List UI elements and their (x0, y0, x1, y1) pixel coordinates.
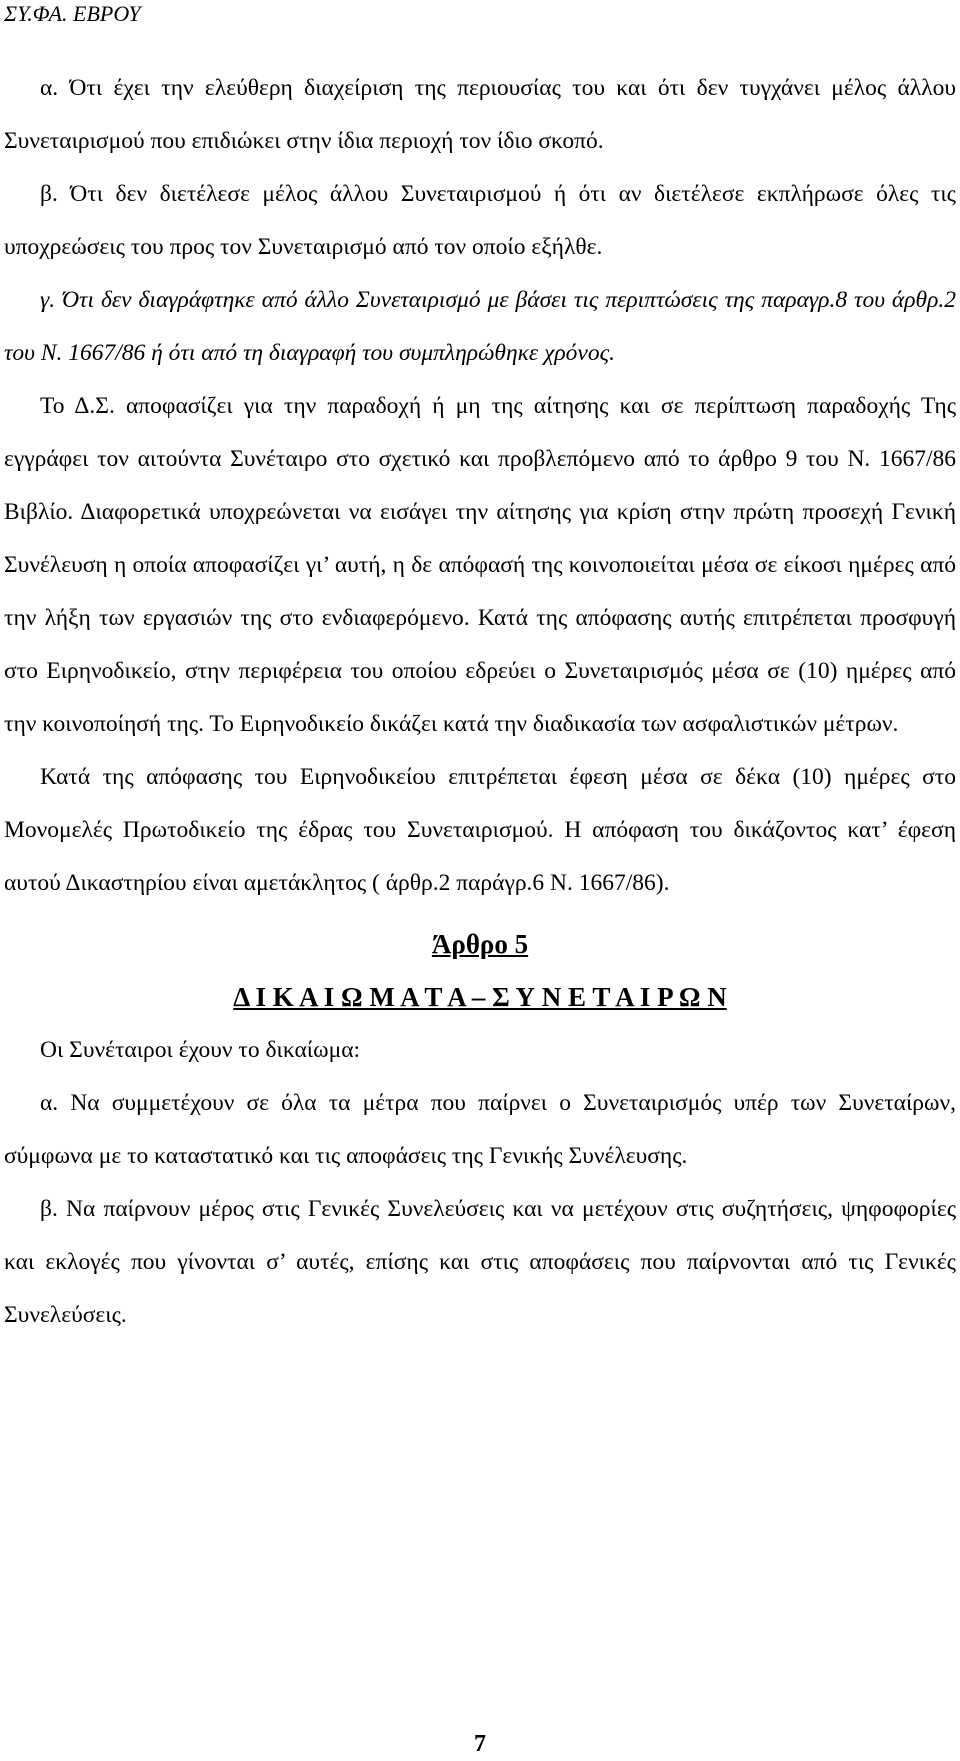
paragraph-appeal: Κατά της απόφασης του Ειρηνοδικείου επιτρέπεται έφεση μέσα σε δέκα (10) ημέρες στο Μονομελές Πρωτοδικείο της έδρας του Συνεταιρισμού. Η απόφαση του δικάζοντος κατ’ έφεση αυτού Δικαστηρίου είναι αμετάκλητος ( άρθρ.2 παράγρ.6 Ν. 1667/86). (4, 764, 956, 896)
paragraph-gamma: γ. Ότι δεν διαγράφτηκε από άλλο Συνεταιρισμό με βάσει τις περιπτώσεις της παραγρ.8 του άρθρ.2 του Ν. 1667/86 ή ότι από τη διαγραφή του συμπληρώθηκε χρόνος. (4, 287, 956, 366)
article-title-heading: Δ Ι Κ Α Ι Ω Μ Α Τ Α – Σ Υ Ν Ε Τ Α Ι Ρ Ω Ν (233, 982, 727, 1012)
paragraph-alpha: α. Ότι έχει την ελεύθερη διαχείριση της περιουσίας του και ότι δεν τυγχάνει μέλος άλλου Συνεταιρισμού που επιδιώκει στην ίδια περιοχή τον ίδιο σκοπό. (4, 75, 956, 154)
article-right-beta: β. Να παίρνουν μέρος στις Γενικές Συνελεύσεις και να μετέχουν στις συζητήσεις, ψηφοφορίες και εκλογές που γίνονται σ’ αυτές, επίσης και στις αποφάσεις που παίρνονται από τις Γενικές Συνελεύσεις. (4, 1196, 956, 1328)
paragraph-board-decision: Το Δ.Σ. αποφασίζει για την παραδοχή ή μη της αίτησης και σε περίπτωση παραδοχής Της εγγράφει τον αιτούντα Συνέταιρο στο σχετικό και προβλεπόμενο από το άρθρο 9 του Ν. 1667/86 Βιβλίο. Διαφορετικά υποχρεώνεται να εισάγει την αίτησης για κρίση στην πρώτη προσεχή Γενική Συνέλευση η οποία αποφασίζει γι’ αυτή, η δε απόφασή της κοινοποιείται μέσα σε είκοσι ημέρες από την λήξη των εργασιών της στο ενδιαφερόμενο. Κατά της απόφασης αυτής επιτρέπεται προσφυγή στο Ειρηνοδικείο, στην περιφέρεια του οποίου εδρεύει ο Συνεταιρισμός μέσα σε (10) ημέρες από την κοινοποίησή της. Το Ειρηνοδικείο δικάζει κατά την διαδικασία των ασφαλιστικών μέτρων. (4, 393, 956, 737)
page-header: ΣΥ.ΦΑ. ΕΒΡΟΥ (4, 1, 141, 26)
article-number-heading: Άρθρο 5 (431, 929, 529, 959)
article-right-alpha: α. Να συμμετέχουν σε όλα τα μέτρα που παίρνει ο Συνεταιρισμός υπέρ των Συνεταίρων, σύμφωνα με το καταστατικό και τις αποφάσεις της Γενικής Συνέλευσης. (4, 1090, 956, 1169)
article-intro: Οι Συνέταιροι έχουν το δικαίωμα: (40, 1037, 361, 1063)
page-number: 7 (474, 1731, 486, 1757)
paragraph-beta: β. Ότι δεν διετέλεσε μέλος άλλου Συνεταιρισμού ή ότι αν διετέλεσε εκπλήρωσε όλες τις υποχρεώσεις του προς τον Συνεταιρισμό από τον οποίο εξήλθε. (4, 181, 956, 260)
page-body (4, 62, 956, 1342)
